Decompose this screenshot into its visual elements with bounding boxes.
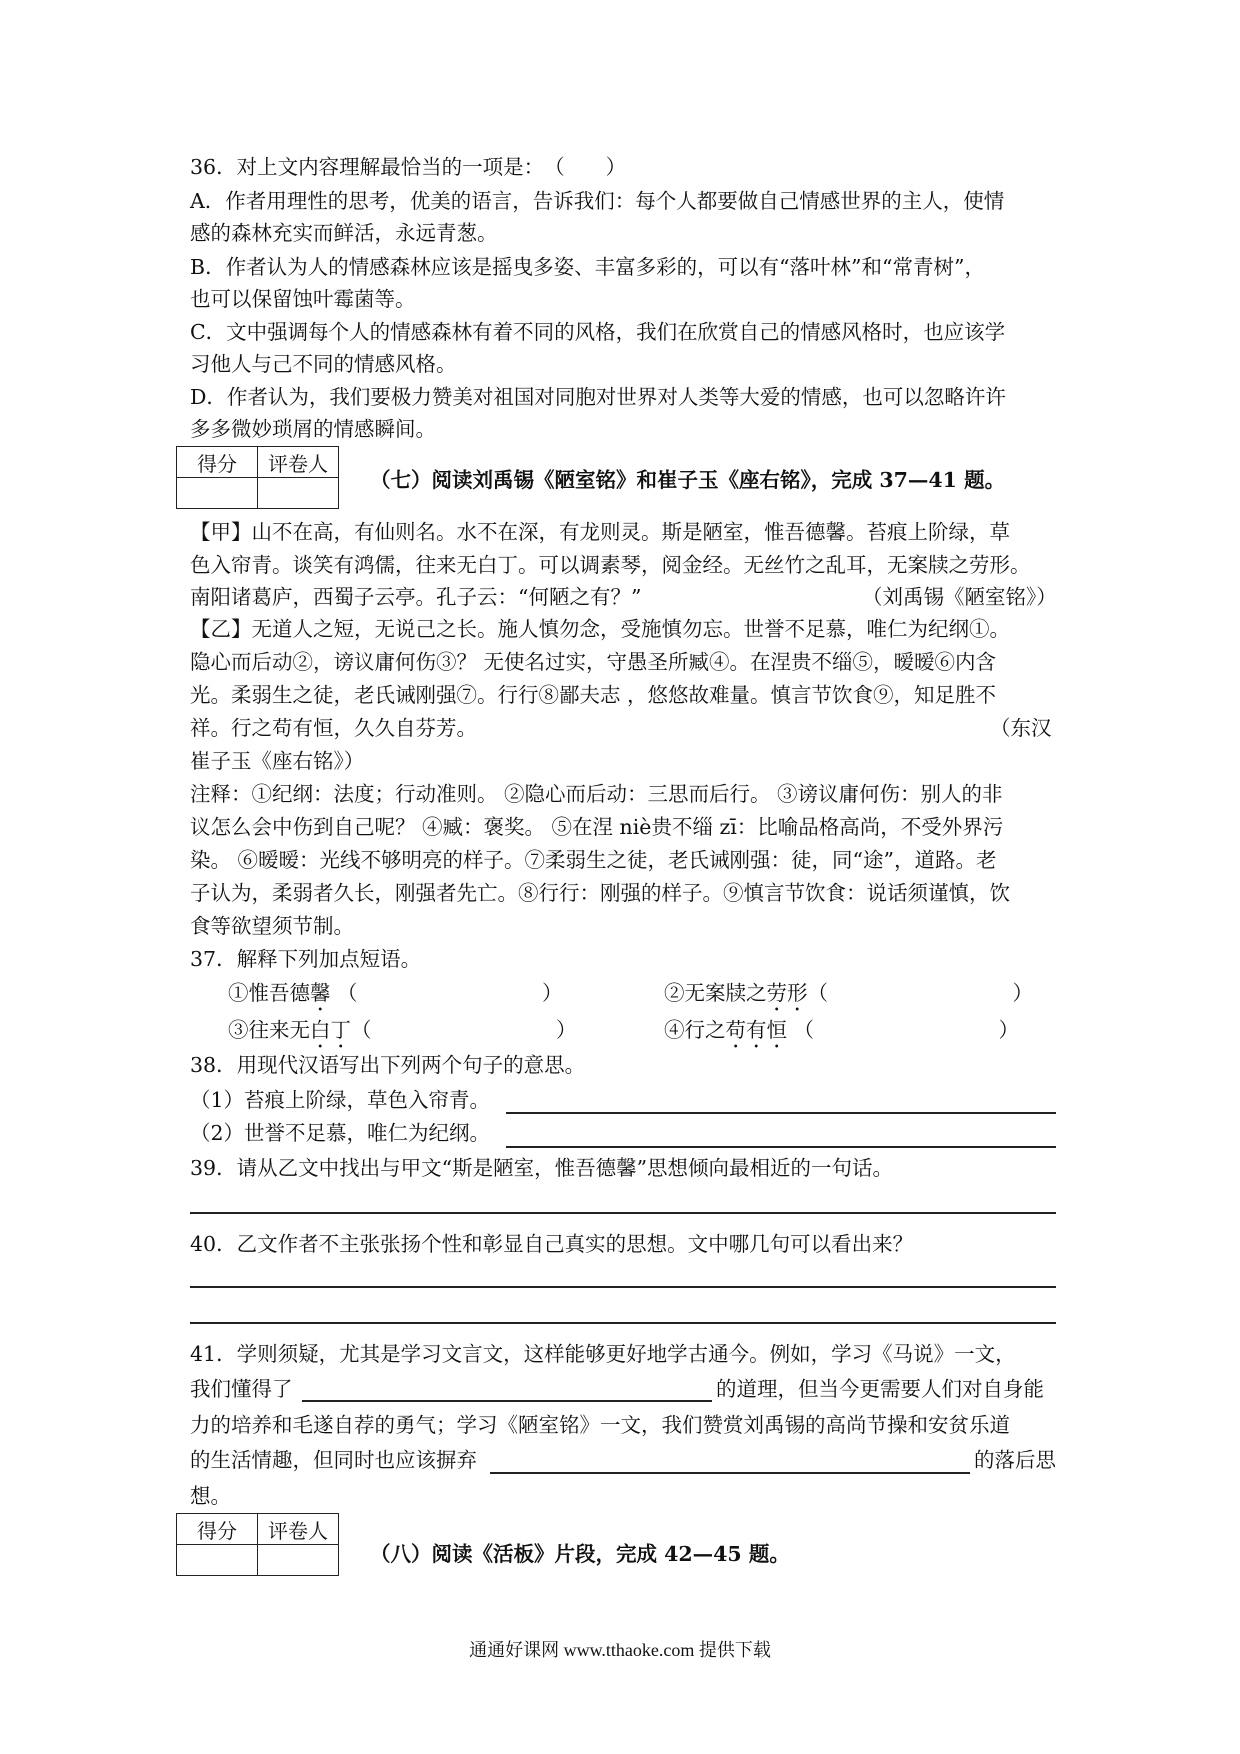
q37-item-4-dotted: 苟有恒	[725, 1018, 787, 1042]
q37-item-4-answer[interactable]: （ ）	[793, 1018, 1020, 1042]
score-box-2	[176, 1513, 339, 1576]
q38-sentence-2: （2）世誉不足慕，唯仁为纪纲。	[190, 1121, 491, 1145]
q40-answer-line-1[interactable]	[190, 1286, 1056, 1288]
q37-item-4-text: ④行之	[664, 1018, 726, 1042]
q37-item-1	[228, 978, 563, 1016]
q38-stem: 38．用现代汉语写出下列两个句子的意思。	[190, 1053, 586, 1077]
grader-cell[interactable]	[258, 478, 339, 509]
q37-item-4	[664, 1015, 1019, 1053]
q38-answer-line-1[interactable]	[506, 1112, 1056, 1114]
score-label: 得分	[177, 447, 258, 478]
q41-line-2-end: 的道理，但当今更需要人们对自身能	[716, 1377, 1044, 1401]
passage-jia-2: 色入帘青。谈笑有鸿儒，往来无白丁。可以调素琴，阅金经。无丝竹之乱耳，无案牍之劳形。	[190, 553, 1031, 577]
q36-option-b-cont: 也可以保留蚀叶霉菌等。	[190, 287, 416, 311]
q39-answer-line[interactable]	[190, 1212, 1056, 1214]
q36-stem: 36．对上文内容理解最恰当的一项是： （ ）	[190, 155, 627, 179]
note-3: 染。 ⑥暧暧：光线不够明亮的样子。⑦柔弱生之徒，老氏诫刚强：徒，同“途”，道路。老	[190, 848, 997, 872]
grader-cell-2[interactable]	[258, 1545, 339, 1576]
q37-item-3	[228, 1015, 577, 1053]
q41-line-1: 41．学则须疑，尤其是学习文言文，这样能够更好地学古通今。例如，学习《马说》一文，	[190, 1342, 1016, 1366]
page-footer: 通通好课网 www.tthaoke.com 提供下载	[469, 1640, 771, 1660]
q41-blank-1[interactable]	[302, 1400, 712, 1402]
passage-jia-1: 【甲】山不在高，有仙则名。水不在深，有龙则灵。斯是陋室，惟吾德馨。苔痕上阶绿，草	[190, 520, 1010, 544]
q36-option-b: B．作者认为人的情感森林应该是摇曳多姿、丰富多彩的，可以有“落叶林”和“常青树”，	[190, 255, 985, 279]
q40-answer-line-2[interactable]	[190, 1322, 1056, 1324]
note-5: 食等欲望须节制。	[190, 914, 354, 938]
passage-yi-1: 【乙】无道人之短，无说己之长。施人慎勿念，受施慎勿忘。世誉不足慕，唯仁为纪纲①。	[190, 617, 1010, 641]
q37-item-2-answer[interactable]: （ ）	[807, 981, 1033, 1005]
score-cell-2[interactable]	[177, 1545, 258, 1576]
q36-option-d: D．作者认为，我们要极力赞美对祖国对同胞对世界对人类等大爱的情感，也可以忽略许许	[190, 385, 1006, 409]
passage-yi-source: （东汉	[990, 716, 1052, 740]
section8-title: （八）阅读《活板》片段，完成 42—45 题。	[370, 1542, 790, 1566]
q37-item-1-text: ①惟吾德	[228, 981, 310, 1005]
q37-item-3-answer[interactable]: （ ）	[351, 1018, 577, 1042]
q36-option-c-cont: 习他人与己不同的情感风格。	[190, 352, 457, 376]
q36-option-d-cont: 多多微妙琐屑的情感瞬间。	[190, 417, 436, 441]
q41-line-4-end: 的落后思	[974, 1448, 1056, 1472]
q38-answer-line-2[interactable]	[506, 1146, 1056, 1148]
passage-yi-4: 祥。行之苟有恒，久久自芬芳。	[190, 716, 477, 740]
q36-option-c: C．文中强调每个人的情感森林有着不同的风格，我们在欣赏自己的情感风格时，也应该学	[190, 320, 1006, 344]
q37-stem: 37．解释下列加点短语。	[190, 947, 422, 971]
note-4: 子认为，柔弱者久长，刚强者先亡。⑧行行：刚强的样子。⑨慎言节饮食：说话须谨慎，饮	[190, 881, 1010, 905]
passage-jia-3: 南阳诸葛庐，西蜀子云亭。孔子云：“何陋之有？”	[190, 585, 642, 609]
passage-yi-2: 隐心而后动②，谤议庸何伤③？ 无使名过实，守愚圣所臧④。在涅贵不缁⑤，暧暧⑥内含	[190, 650, 997, 674]
q39-stem: 39．请从乙文中找出与甲文“斯是陋室，惟吾德馨”思想倾向最相近的一句话。	[190, 1156, 894, 1180]
q37-item-2-text: ②无案牍之	[664, 981, 767, 1005]
q37-item-2	[664, 978, 1033, 1016]
score-box	[176, 446, 339, 509]
q41-blank-2[interactable]	[490, 1472, 970, 1474]
q37-item-2-dotted: 劳形	[766, 981, 808, 1005]
score-label-2: 得分	[177, 1514, 258, 1545]
note-1: 注释：①纪纲：法度；行动准则。 ②隐心而后动：三思而后行。 ③谤议庸何伤：别人的非	[190, 782, 1003, 806]
q37-item-3-dotted: 白丁	[310, 1018, 351, 1042]
q40-stem: 40．乙文作者不主张张扬个性和彰显自己真实的思想。文中哪几句可以看出来？	[190, 1232, 914, 1256]
q37-item-3-text: ③往来无	[228, 1018, 310, 1042]
score-cell[interactable]	[177, 478, 258, 509]
q41-line-2-start: 我们懂得了	[190, 1377, 293, 1401]
q41-line-4-start: 的生活情趣，但同时也应该摒弃	[190, 1448, 477, 1472]
q41-line-3: 力的培养和毛遂自荐的勇气；学习《陋室铭》一文，我们赞赏刘禹锡的高尚节操和安贫乐道	[190, 1413, 1010, 1437]
q37-item-1-answer[interactable]: （ ）	[337, 981, 563, 1005]
q37-item-1-dotted: 馨	[310, 981, 331, 1005]
grader-label-2: 评卷人	[258, 1514, 339, 1545]
passage-yi-3: 光。柔弱生之徒，老氏诫刚强⑦。行行⑧鄙夫志 ，悠悠故难量。慎言节饮食⑨，知足胜不	[190, 683, 997, 707]
note-2: 议怎么会中伤到自己呢？ ④臧：褒奖。 ⑤在涅 niè贵不缁 zī：比喻品格高尚，不受外界污	[190, 815, 1004, 839]
passage-yi-5: 崔子玉《座右铭》）	[190, 749, 365, 773]
passage-jia-source: （刘禹锡《陋室铭》）	[862, 585, 1057, 609]
grader-label: 评卷人	[258, 447, 339, 478]
q36-option-a-cont: 感的森林充实而鲜活，永远青葱。	[190, 221, 498, 245]
q41-line-5: 想。	[190, 1484, 231, 1508]
section7-title: （七）阅读刘禹锡《陋室铭》和崔子玉《座右铭》，完成 37—41 题。	[370, 468, 1006, 492]
q36-option-a: A．作者用理性的思考，优美的语言，告诉我们：每个人都要做自己情感世界的主人，使情	[190, 189, 1005, 213]
q38-sentence-1: （1）苔痕上阶绿，草色入帘青。	[190, 1088, 491, 1112]
